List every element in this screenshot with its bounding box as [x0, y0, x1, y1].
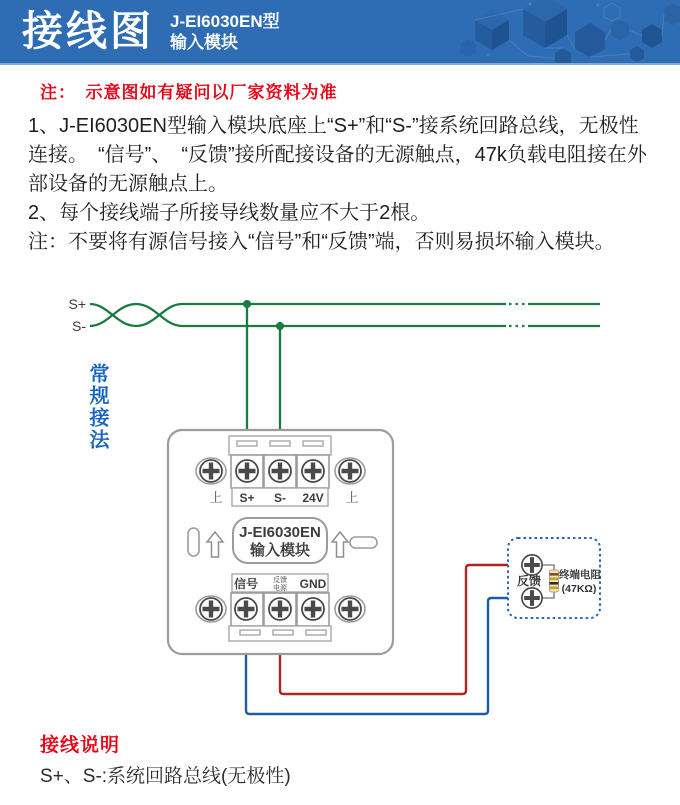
terminal-label-splus: S+: [239, 491, 255, 505]
terminal-screw-feedback-power: [269, 598, 291, 620]
resistor-name: 终端电阻: [559, 569, 601, 581]
instructions: [28, 112, 658, 257]
header-product: 输入模块: [170, 33, 238, 52]
bus-splus-label: S+: [68, 296, 86, 312]
junction-dot-splus: [243, 300, 251, 308]
resistor-value: (47KΩ): [561, 583, 597, 595]
terminal-screw-sminus: [269, 460, 291, 482]
instruction-note: 注：不要将有源信号接入“信号”和“反馈”端，否则易损坏输入模块。: [28, 231, 615, 253]
mount-screw: [200, 460, 222, 482]
terminal-screw-gnd: [302, 598, 324, 620]
feedback-label: 反馈: [516, 574, 542, 588]
wiring-notes-heading: 接线说明: [40, 735, 121, 756]
instruction-item-2: 2、每个接线端子所接导线数量应不大于2根。: [28, 202, 431, 224]
terminal-screw-splus: [236, 460, 258, 482]
module-bottom-tab-block: [229, 626, 331, 641]
terminal-resistor: [550, 570, 559, 592]
input-module: [168, 430, 393, 654]
top-note: 注： 示意图如有疑问以厂家资料为准: [40, 83, 338, 102]
feedback-screw-top: [522, 555, 542, 575]
bus-sminus-line: [90, 304, 506, 326]
module-name-line2: 输入模块: [249, 542, 311, 559]
terminal-label-24v: 24V: [302, 491, 324, 505]
bus-sminus-label: S-: [72, 318, 86, 334]
feedback-screw-bottom: [522, 588, 542, 608]
feedback-terminal-box: [508, 538, 601, 618]
mount-label-right: 上: [345, 490, 359, 505]
mount-label-left: 上: [209, 490, 223, 505]
wiring-method-label: 常规接法: [86, 363, 108, 451]
terminal-label-gnd: GND: [299, 577, 327, 591]
terminal-screw-signal: [235, 598, 257, 620]
bus-splus-line: [90, 304, 506, 326]
wiring-notes-line: S+、S-:系统回路总线(无极性): [40, 766, 291, 787]
terminal-label-feedback-power-1: 反馈: [273, 577, 287, 584]
header-model: J-EI6030EN型: [170, 12, 280, 31]
mount-screw: [339, 598, 361, 620]
terminal-screw-24v: [302, 460, 324, 482]
terminal-label-sminus: S-: [274, 491, 286, 505]
header-subtitle: [170, 11, 280, 53]
module-slot-left: [188, 528, 199, 556]
mount-screw: [339, 460, 361, 482]
wiring-diagram: [0, 285, 680, 735]
system-bus: [90, 304, 600, 430]
module-slot-right: [350, 537, 377, 548]
junction-dot-sminus: [276, 322, 284, 330]
module-name-line1: J-EI6030EN: [239, 524, 321, 541]
module-top-tab-block: [229, 436, 331, 455]
mount-screw: [200, 598, 222, 620]
header-banner: [0, 0, 680, 65]
instruction-item-1: 1、J-EI6030EN型输入模块底座上“S+”和“S-”接系统回路总线，无极性连接。 “信号”、 “反馈”接所配接设备的无源触点，47k负载电阻接在外部设备的无源触点上。: [28, 115, 647, 195]
page-title: 接线图: [22, 8, 154, 54]
terminal-label-feedback-power-2: 电源: [273, 585, 287, 592]
terminal-label-signal: 信号: [233, 577, 259, 591]
